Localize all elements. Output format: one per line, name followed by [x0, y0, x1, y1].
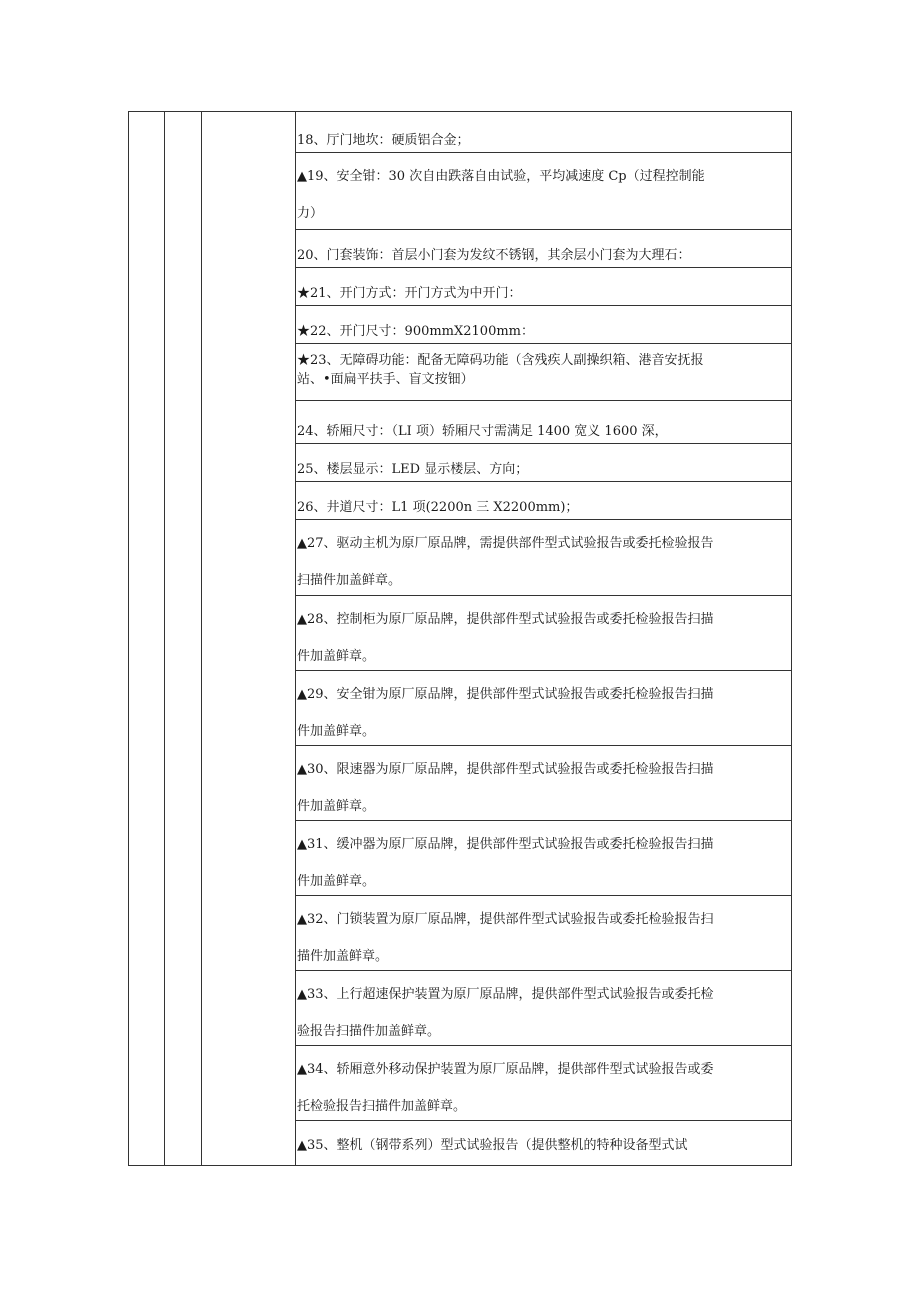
row-text: ▲29、安全钳为原厂原品牌，提供部件型式试验报告或委托检验报告扫描	[297, 687, 714, 702]
table-row	[295, 520, 791, 596]
row-text: ▲35、整机（钢带系列）型式试验报告（提供整机的特种设备型式试	[297, 1138, 688, 1153]
table-row	[295, 971, 791, 1046]
table-row	[295, 482, 791, 520]
row-text: 件加盖鲜章。	[297, 874, 376, 889]
row-text: ▲30、限速器为原厂原品牌，提供部件型式试验报告或委托检验报告扫描	[297, 762, 714, 777]
table-row	[295, 896, 791, 971]
table-row	[295, 112, 791, 153]
row-text: 站、•面扁平扶手、盲文按钿）	[297, 372, 474, 387]
table-row	[295, 401, 791, 444]
row-text: 25、楼层显示：LED 显示楼层、方向；	[297, 462, 529, 477]
row-text: ★22、开门尺寸：900mmX2100mm：	[297, 324, 535, 339]
row-text: 托检验报告扫描件加盖鲜章。	[297, 1099, 467, 1114]
table-row	[295, 153, 791, 230]
row-text: 件加盖鲜章。	[297, 724, 376, 739]
row-text: 件加盖鲜章。	[297, 799, 376, 814]
row-text: ▲27、驱动主机为原厂原品牌，需提供部件型式试验报告或委托检验报告	[297, 536, 714, 551]
table-row	[295, 306, 791, 344]
row-text: ▲19、安全钳：30 次自由跌落自由试验，平均减速度 Cp（过程控制能	[297, 169, 705, 184]
row-text: 力）	[297, 206, 324, 221]
table-row	[295, 444, 791, 482]
row-text: 24、轿厢尺寸：（LI 项）轿厢尺寸需满足 1400 宽义 1600 深，	[297, 424, 668, 439]
row-text: ▲31、缓冲器为原厂原品牌，提供部件型式试验报告或委托检验报告扫描	[297, 837, 714, 852]
row-text: 验报告扫描件加盖鲜章。	[297, 1024, 441, 1039]
spec-content-column	[295, 112, 791, 1165]
table-row	[295, 746, 791, 821]
table-row	[295, 1046, 791, 1121]
row-text: ★23、无障碍功能：配备无障码功能（含残疾人副操织箱、港音安抚报	[297, 353, 704, 368]
row-text: ▲34、轿厢意外移动保护装置为原厂原品牌，提供部件型式试验报告或委	[297, 1062, 714, 1077]
row-text: ▲32、门锁装置为原厂原品牌，提供部件型式试验报告或委托检验报告扫	[297, 912, 714, 927]
column-divider-1	[164, 112, 165, 1165]
table-row	[295, 1121, 791, 1165]
row-text: ▲33、上行超速保护装置为原厂原品牌，提供部件型式试验报告或委托检	[297, 987, 714, 1002]
row-text: ▲28、控制柜为原厂原品牌，提供部件型式试验报告或委托检验报告扫描	[297, 612, 714, 627]
table-row	[295, 268, 791, 306]
spec-table	[128, 111, 792, 1166]
row-text: ★21、开门方式：开门方式为中开门：	[297, 286, 522, 301]
table-row	[295, 230, 791, 268]
table-row	[295, 671, 791, 746]
row-text: 20、门套装饰：首层小门套为发纹不锈钢，其余层小门套为大理石：	[297, 248, 691, 263]
row-text: 描件加盖鲜章。	[297, 949, 389, 964]
table-row	[295, 821, 791, 896]
row-text: 扫描件加盖鲜章。	[297, 573, 402, 588]
row-text: 件加盖鲜章。	[297, 649, 376, 664]
table-row	[295, 344, 791, 401]
table-row	[295, 596, 791, 671]
column-divider-2	[201, 112, 202, 1165]
row-text: 26、井道尺寸：L1 项(2200n 三 X2200mm)；	[297, 500, 579, 515]
row-text: 18、厅门地坎：硬质铝合金；	[297, 133, 470, 148]
